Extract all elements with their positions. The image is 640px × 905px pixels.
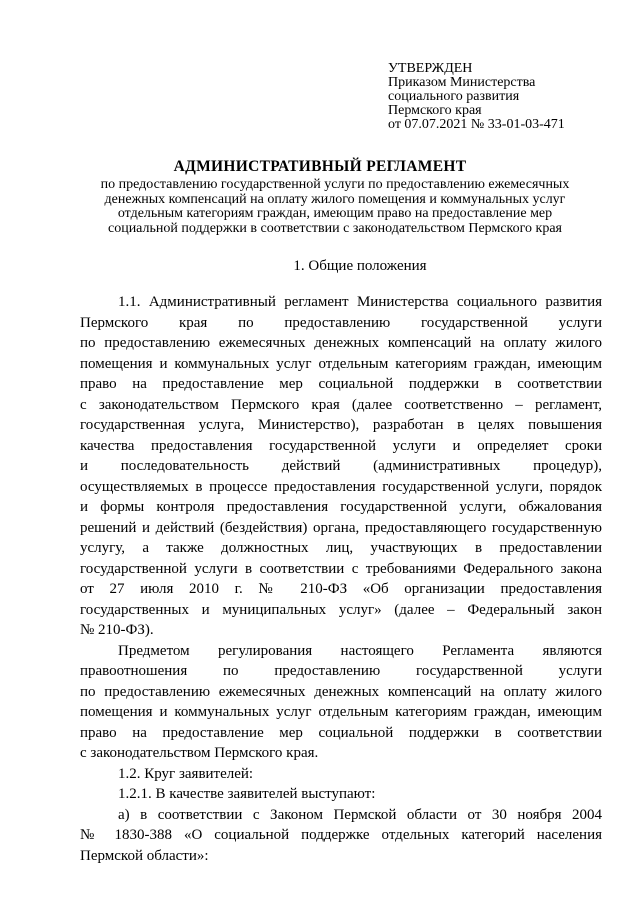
body-line: и последовательность действий (административных процедур),: [80, 458, 602, 474]
subtitle-line: отдельным категориям граждан, имеющим право на предоставление мер: [117, 206, 553, 221]
body-line: с законодательством Пермского края.: [80, 745, 319, 761]
body-line: Предметом регулирования настоящего Регламента являются: [118, 642, 602, 659]
body-line: государственной услуги в соответствии с требованиями Федерального закона: [80, 560, 602, 577]
body-line: право на предоставление мер социальной поддержки в соответствии: [80, 376, 602, 392]
subtitle-line: по предоставлению государственной услуги по предоставлению ежемесячных: [100, 177, 570, 192]
approval-line: Приказом Министерства: [388, 75, 536, 90]
body-line: № 1830-388 «О социальной поддержке отдельных категорий населения: [80, 827, 602, 843]
body-line: № 210-ФЗ).: [80, 622, 154, 638]
body-line: осуществляемых в процессе предоставления государственной услуги, порядок: [80, 478, 602, 495]
document-title: АДМИНИСТРАТИВНЫЙ РЕГЛАМЕНТ: [173, 158, 467, 175]
body-line: по предоставлению ежемесячных денежных компенсаций на оплату жилого: [80, 683, 602, 700]
body-line: 1.1. Административный регламент Министерства социального развития: [118, 294, 602, 310]
document-subtitle: [70, 178, 600, 236]
subtitle-line: денежных компенсаций на оплату жилого помещения и коммунальных услуг: [104, 191, 566, 207]
body-line: государственная услуга, Министерство), разработан в целях повышения: [80, 417, 602, 433]
body-line: услугу, а также должностных лиц, участвующих в предоставлении: [80, 540, 602, 556]
approval-line: социального развития: [388, 89, 520, 104]
body-line: с законодательством Пермского края (далее соответственно – регламент,: [80, 396, 602, 413]
body-line: Пермского края по предоставлению государственной услуги: [80, 314, 602, 331]
document-body: [80, 292, 602, 866]
body-line: помещения и коммунальных услуг отдельным категориям граждан, имеющим: [80, 355, 602, 372]
body-line: государственных и муниципальных услуг» (далее – Федеральный закон: [80, 601, 602, 618]
body-line: 1.2. Круг заявителей:: [118, 765, 254, 782]
approval-stamp: [388, 62, 618, 132]
body-line: а) в соответствии с Законом Пермской области от 30 ноября 2004: [118, 806, 602, 823]
body-line: и формы контроля предоставления государственной услуги, обжалования: [80, 499, 602, 515]
approval-line: УТВЕРЖДЕН: [388, 61, 473, 76]
body-line: 1.2.1. В качестве заявителей выступают:: [118, 786, 376, 802]
body-line: качества предоставления государственной услуги и определяет сроки: [80, 437, 602, 454]
body-line: решений и действий (бездействия) органа, предоставляющего государственную: [80, 519, 602, 536]
approval-line: от 07.07.2021 № 33-01-03-471: [388, 117, 565, 132]
approval-line: Пермского края: [388, 103, 482, 118]
body-line: правоотношения по предоставлению государственной услуги: [80, 663, 602, 679]
body-line: помещения и коммунальных услуг отдельным категориям граждан, имеющим: [80, 704, 602, 720]
body-line: от 27 июля 2010 г. № 210-ФЗ «Об организации предоставления: [80, 581, 602, 597]
section-heading: 1. Общие положения: [293, 258, 427, 274]
body-line: по предоставлению ежемесячных денежных компенсаций на оплату жилого: [80, 335, 602, 351]
body-line: Пермской области»:: [80, 847, 209, 864]
subtitle-line: социальной поддержки в соответствии с законодательством Пермского края: [107, 220, 562, 236]
body-line: право на предоставление мер социальной поддержки в соответствии: [80, 724, 602, 741]
